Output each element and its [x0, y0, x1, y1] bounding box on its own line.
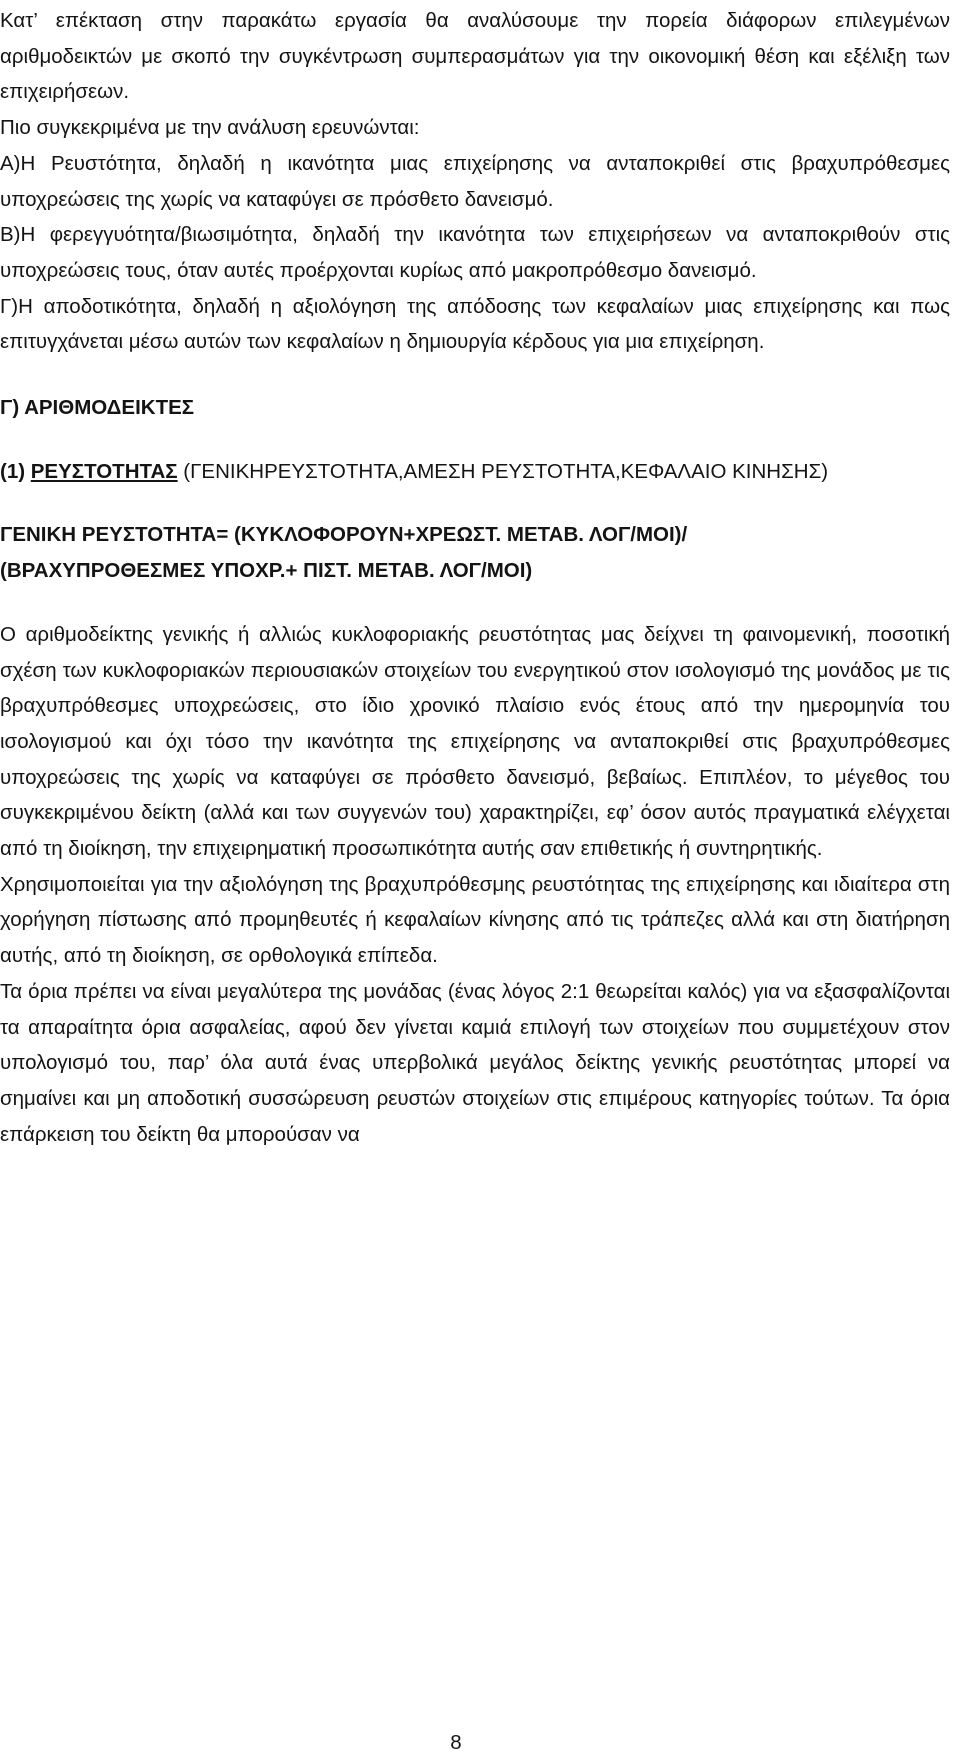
list-item-solvency: Β)Η φερεγγυότητα/βιωσιμότητα, δηλαδή την ικανότητα των επιχειρήσεων να ανταποκριθούν στις υποχρεώσεις τους, όταν αυτές προέρχονται κυρίως από μακροπρόθεσμο δανεισμό.	[0, 223, 950, 282]
document-body	[0, 3, 950, 1152]
spacer	[0, 360, 950, 390]
list-item-profitability: Γ)Η αποδοτικότητα, δηλαδή η αξιολόγηση της απόδοσης των κεφαλαίων μιας επιχείρησης και πως επιτυγχάνεται μέσω αυτών των κεφαλαίων η δημιουργία κέρδους για μια επιχείρηση.	[0, 294, 950, 354]
spacer	[0, 489, 950, 517]
list-item-liquidity: Α)Η Ρευστότητα, δηλαδή η ικανότητα μιας επιχείρησης να ανταποκριθεί στις βραχυπρόθεσμες υποχρεώσεις της χωρίς να καταφύγει σε πρόσθετο δανεισμό.	[0, 151, 950, 211]
subsection-heading	[0, 454, 950, 490]
section-heading: Γ) ΑΡΙΘΜΟΔΕΙΚΤΕΣ	[0, 396, 195, 420]
spacer	[0, 426, 950, 454]
subsection-subtitle: (ΓΕΝΙΚΗΡΕΥΣΤΟΤΗΤΑ,ΑΜΕΣΗ ΡΕΥΣΤΟΤΗΤΑ,ΚΕΦΑΛΑΙΟ ΚΙΝΗΣΗΣ)	[177, 459, 829, 483]
formula-line-1: ΓΕΝΙΚΗ ΡΕΥΣΤΟΤΗΤΑ= (ΚΥΚΛΟΦΟΡΟΥΝ+ΧΡΕΩΣΤ. ΜΕΤΑΒ. ΛΟΓ/ΜΟΙ)/	[0, 523, 688, 547]
subsection-title: ΡΕΥΣΤΟΤΗΤΑΣ	[30, 459, 178, 483]
body-paragraph-definition: Ο αριθμοδείκτης γενικής ή αλλιώς κυκλοφοριακής ρευστότητας μας δείχνει τη φαινομενική, ποσοτική σχέση των κυκλοφοριακών περιουσιακών στοιχείων του ενεργητικού στον ισολογισμό της μονάδος με τις βραχυπρόθεσμες υποχρεώσεις, στο ίδιο χρονικό πλαίσιο ενός έτους από την ημερομηνία του ισολογισμού και όχι τόσο την ικανότητα της επιχείρησης να ανταποκριθεί στις βραχυπρόθεσμες υποχρεώσεις της χωρίς να καταφύγει σε πρόσθετο δανεισμό, βεβαίως. Επιπλέον, το μέγεθος του συγκεκριμένου δείκτη (αλλά και των συγγενών του) χαρακτηρίζει, εφ’ όσον αυτός πραγματικά ελέγχεται από τη διοίκηση, την επιχειρηματική προσωπικότητα αυτής σαν επιθετικής ή συντηρητικής.	[0, 622, 950, 861]
page-number: 8	[450, 1731, 462, 1754]
spacer	[0, 589, 950, 617]
subsection-number: (1)	[0, 459, 31, 483]
body-paragraph-limits: Τα όρια πρέπει να είναι μεγαλύτερα της μονάδας (ένας λόγος 2:1 θεωρείται καλός) για να εξασφαλίζονται τα απαραίτητα όρια ασφαλείας, αφού δεν γίνεται καμιά επιλογή των στοιχείων που συμμετέχουν στον υπολογισμό του, παρ’ όλα αυτά ένας υπερβολικά μεγάλος δείκτης γενικής ρευστότητας μπορεί να σημαίνει και μη αποδοτική συσσώρευση ρευστών στοιχείων στις επιμέρους κατηγορίες τούτων. Τα όρια επάρκειση του δείκτη θα μπορούσαν να	[0, 979, 950, 1146]
body-paragraph-usage: Χρησιμοποιείται για την αξιολόγηση της βραχυπρόθεσμης ρευστότητας της επιχείρησης και ιδιαίτερα στη χορήγηση πίστωσης από προμηθευτές ή κεφαλαίων κίνησης από τις τράπεζες αλλά και στη διατήρηση αυτής, από τη διοίκηση, σε ορθολογικά επίπεδα.	[0, 872, 950, 968]
intro-paragraph: Κατ’ επέκταση στην παρακάτω εργασία θα αναλύσουμε την πορεία διάφορων επιλεγμένων αριθμοδεικτών με σκοπό την συγκέντρωση συμπερασμάτων για την οικονομική θέση και εξέλιξη των επιχειρήσεων.	[0, 9, 950, 104]
intro-lead-in: Πιο συγκεκριμένα με την ανάλυση ερευνώνται:	[0, 116, 420, 140]
formula-line-2: (ΒΡΑΧΥΠΡΟΘΕΣΜΕΣ ΥΠΟΧΡ.+ ΠΙΣΤ. ΜΕΤΑΒ. ΛΟΓ/ΜΟΙ)	[0, 559, 533, 583]
